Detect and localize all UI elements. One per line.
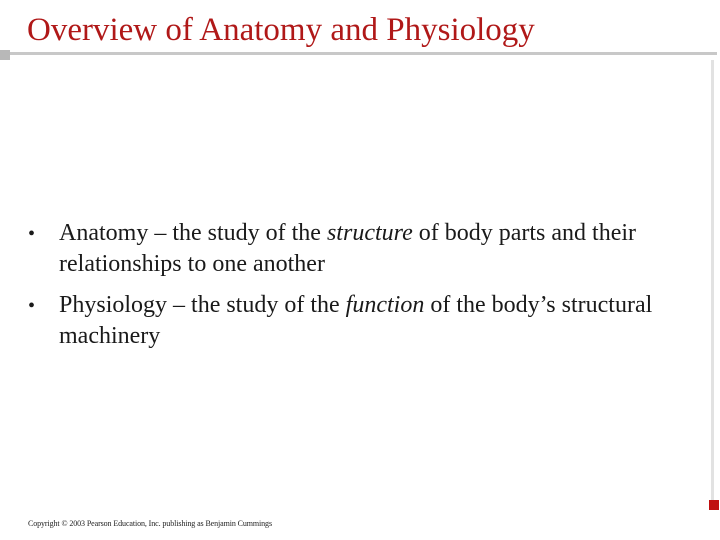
right-edge-rule	[711, 60, 714, 500]
bullet-dot-icon: •	[28, 295, 36, 317]
bullet-text-before: Physiology – the study of the	[59, 292, 346, 318]
bullet-text-after: of body parts and their relationships to one another	[59, 220, 637, 277]
bullet-emphasis: function	[345, 292, 425, 318]
bullet-anatomy	[28, 218, 688, 280]
bullet-dot-icon: •	[28, 223, 36, 245]
title-underline	[9, 52, 717, 55]
bullet-list	[28, 218, 688, 362]
copyright-footer: Copyright © 2003 Pearson Education, Inc. publishing as Benjamin Cummings	[28, 519, 272, 528]
slide-title: Overview of Anatomy and Physiology	[27, 12, 535, 48]
red-square-marker	[709, 500, 719, 510]
bullet-physiology	[28, 290, 688, 352]
bullet-text-before: Anatomy – the study of the	[59, 220, 327, 246]
corner-square-marker	[0, 50, 10, 60]
bullet-text-after: of the body’s structural machinery	[59, 292, 653, 349]
bullet-emphasis: structure	[326, 220, 413, 246]
